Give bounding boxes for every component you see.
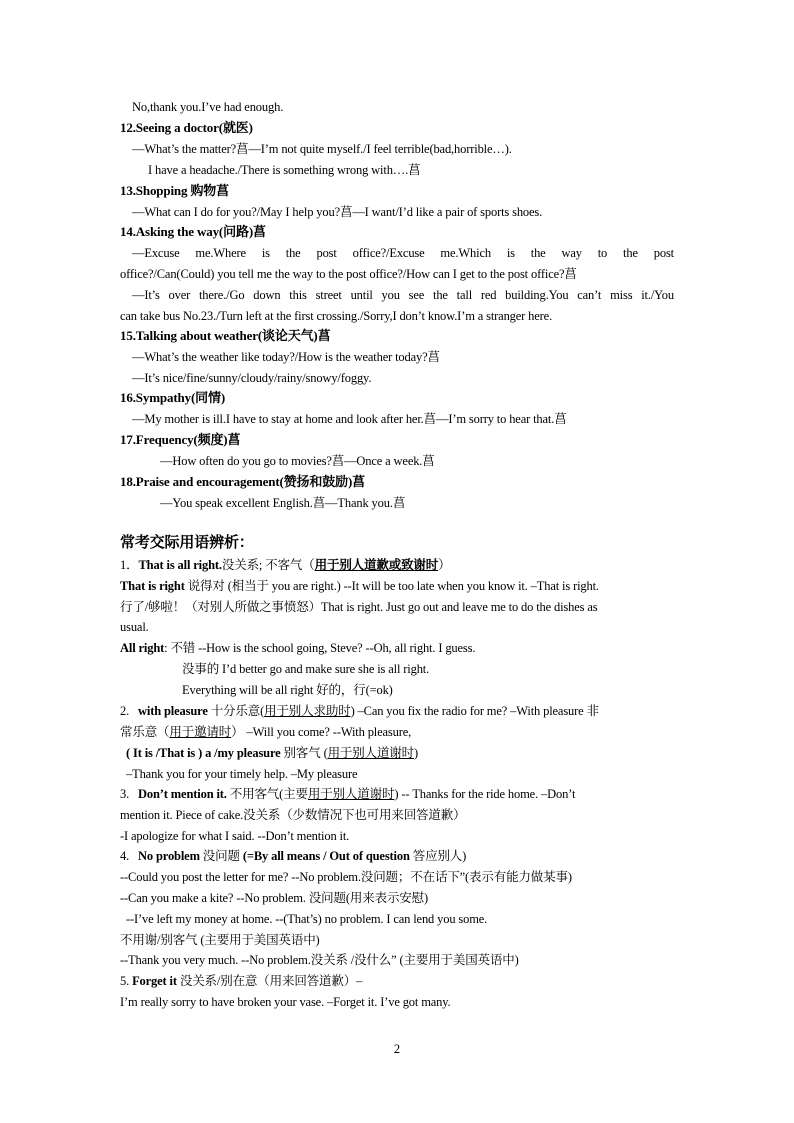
phrase-bold: No problem: [138, 849, 200, 863]
text-line: -I apologize for what I said. --Don’t mention it.: [120, 829, 350, 843]
text-line: Everything will be all right 好的，行(=ok): [182, 683, 393, 697]
phrase-bold: That is right: [120, 579, 185, 593]
phrase-text: ） –Will you come? --With pleasure,: [231, 725, 412, 739]
text-line: --Could you post the letter for me? --No problem.没问题；不在话下”(表示有能力做某事): [120, 870, 572, 884]
text-line: [120, 578, 676, 594]
item-2-line: [120, 703, 676, 719]
text-line: –Thank you for your timely help. –My pleasure: [126, 767, 358, 781]
text-line: —Excuse me.Where is the post office?/Excuse me.Which is the way to the post: [132, 246, 674, 260]
item-number: 3.: [120, 787, 130, 801]
text-line: —What’s the matter?菖—I’m not quite myself./I feel terrible(bad,horrible…).: [132, 142, 512, 156]
item-number: 1．: [120, 558, 139, 572]
section-title: 常考交际用语辨析：: [120, 535, 254, 551]
usage-note: 用于别人道歉或致谢时: [314, 558, 439, 572]
phrase-text: ): [414, 746, 419, 760]
heading-shopping: 13.Shopping 购物菖: [120, 183, 230, 198]
item-number: 4.: [120, 849, 130, 863]
heading-weather: 15.Talking about weather(谈论天气)菖: [120, 328, 331, 343]
heading-sympathy: 16.Sympathy(同情): [120, 390, 226, 405]
usage-note: 用于邀请时: [169, 725, 232, 739]
item-3-line: [120, 786, 676, 802]
text-line: —What’s the weather like today?/How is the weather today?菖: [132, 350, 440, 364]
text-line: No,thank you.I’ve had enough.: [132, 100, 284, 114]
usage-note: 用于别人道谢时: [327, 746, 415, 760]
heading-frequency: 17.Frequency(频度)菖: [120, 432, 241, 447]
phrase-text: 答应别人): [409, 849, 467, 863]
phrase-text: ）: [438, 558, 451, 572]
text-line: 没事的 I’d better go and make sure she is all right.: [182, 662, 430, 676]
item-5-line: [120, 973, 676, 989]
phrase-text: 没关系; 不客气（: [221, 558, 315, 572]
item-4-line: [120, 848, 676, 864]
usage-note: 用于别人道谢时: [307, 787, 395, 801]
text-line: mention it. Piece of cake.没关系（少数情况下也可用来回答道歉）: [120, 808, 466, 822]
phrase-text: 没关系/别在意（用来回答道歉）–: [176, 974, 363, 988]
phrase-text: 说得对 (相当于 you are right.) --It will be too late when you know it. –That is right.: [184, 579, 599, 593]
text-line: —My mother is ill.I have to stay at home and look after her.菖—I’m sorry to hear that.菖: [132, 412, 567, 426]
text-line: --I’ve left my money at home. --(That’s) no problem. I can lend you some.: [126, 912, 488, 926]
heading-asking-way: 14.Asking the way(问路)菖: [120, 224, 266, 239]
text-line: [120, 640, 676, 656]
usage-note: 用于别人求助时: [264, 704, 351, 718]
text-line: [120, 724, 676, 740]
text-line: —You speak excellent English.菖—Thank you.菖: [160, 496, 406, 510]
phrase-text: 十分乐意(: [207, 704, 265, 718]
phrase-text: 别客气 (: [280, 746, 328, 760]
page-number: 2: [393, 1042, 401, 1056]
phrase-text: : 不错 --How is the school going, Steve? --Oh, all right. I guess.: [164, 641, 476, 655]
phrase-bold: All right: [120, 641, 165, 655]
heading-seeing-doctor: 12.Seeing a doctor(就医): [120, 120, 253, 135]
text-line: —It’s nice/fine/sunny/cloudy/rainy/snowy/foggy.: [132, 371, 372, 385]
phrase-text: ) -- Thanks for the ride home. –Don’t: [394, 787, 576, 801]
phrase-bold: with pleasure: [138, 704, 208, 718]
text-line: I’m really sorry to have broken your vase. –Forget it. I’ve got many.: [120, 995, 451, 1009]
text-line: --Thank you very much. --No problem.没关系 /没什么” (主要用于美国英语中): [120, 953, 519, 967]
text-line: I have a headache./There is something wrong with….菖: [148, 163, 421, 177]
phrase-text: 没问题: [199, 849, 243, 863]
phrase-text: 不用客气(主要: [226, 787, 308, 801]
phrase-bold: That is all right.: [138, 558, 222, 572]
text-line: --Can you make a kite? --No problem. 没问题(用来表示安慰): [120, 891, 429, 905]
text-line: 行了/够啦！（对别人所做之事愤怒）That is right. Just go out and leave me to do the dishes as: [120, 600, 598, 614]
text-line: can take bus No.23./Turn left at the first crossing./Sorry,I don’t know.I’m a stranger here.: [120, 309, 553, 323]
text-line: [126, 745, 682, 761]
phrase-text: 常乐意（: [120, 725, 170, 739]
item-number: 5.: [120, 974, 130, 988]
text-line: —It’s over there./Go down this street until you see the tall red building.You can’t miss it./You: [132, 288, 674, 302]
phrase-bold: Forget it: [132, 974, 177, 988]
phrase-bold: Don’t mention it.: [138, 787, 227, 801]
text-line: usual.: [120, 620, 149, 634]
text-line: office?/Can(Could) you tell me the way to the post office?/How can I get to the post office?菖: [120, 267, 577, 281]
text-line: —What can I do for you?/May I help you?菖—I want/I’d like a pair of sports shoes.: [132, 205, 543, 219]
phrase-text: ) –Can you fix the radio for me? –With pleasure 非: [350, 704, 599, 718]
text-line: 不用谢/别客气 (主要用于美国英语中): [120, 933, 320, 947]
phrase-bold: (=By all means / Out of question: [242, 849, 410, 863]
text-line: —How often do you go to movies?菖—Once a week.菖: [160, 454, 435, 468]
item-number: 2.: [120, 704, 130, 718]
item-1-line: [120, 557, 676, 573]
heading-praise: 18.Praise and encouragement(赞扬和鼓励)菖: [120, 474, 365, 489]
phrase-bold: ( It is /That is ) a /my pleasure: [126, 746, 281, 760]
